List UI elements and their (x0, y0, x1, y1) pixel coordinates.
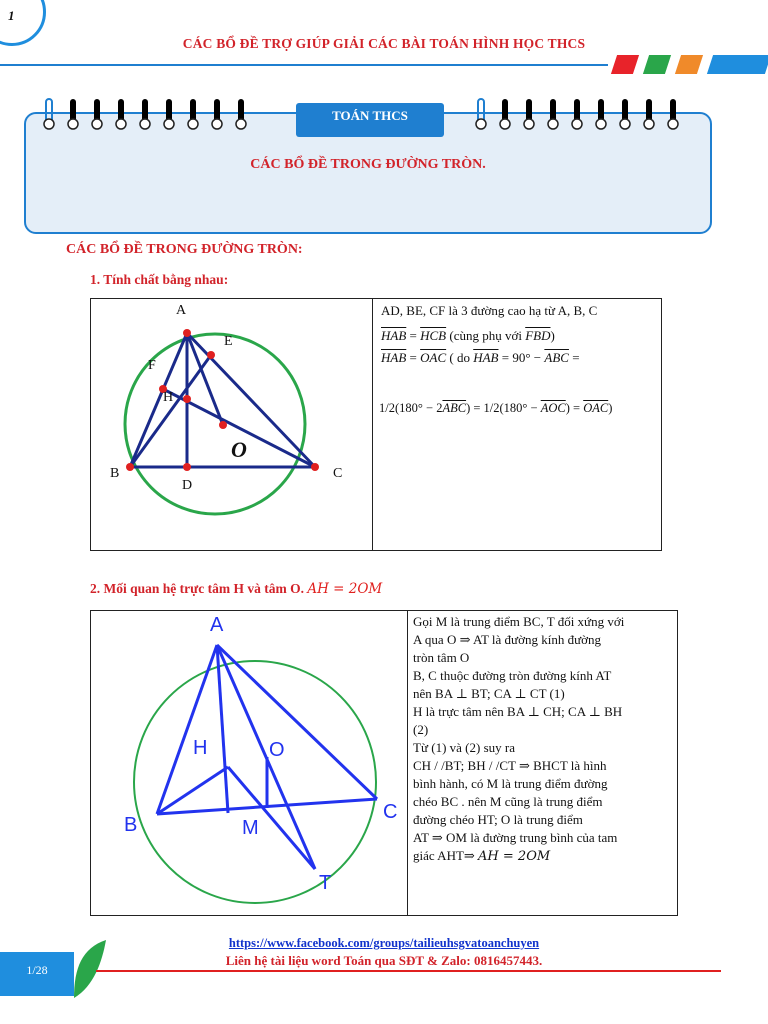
fraction-half: 1/2 (483, 401, 500, 415)
s2-line: AT ⇒ OM là đường trung bình của tam (413, 830, 618, 845)
label-C: C (333, 466, 343, 481)
triangle-points (126, 329, 319, 471)
stripe-orange (675, 55, 703, 74)
page-number: 1 (8, 8, 15, 23)
angle-FBD: $\overline{FBD}$ (525, 328, 551, 343)
section2-text-cell (407, 610, 678, 916)
label-B: B (110, 466, 120, 481)
angle-HAB: $\overline{HAB}$ (381, 350, 407, 365)
angle-OAC: $\overline{OAC}$ (420, 350, 447, 365)
angle-AOC: $\overline{AOC}$ (540, 401, 566, 415)
circumcircle (134, 661, 376, 903)
s2-line: Từ (1) và (2) suy ra (413, 740, 515, 755)
eq: = (406, 350, 421, 365)
label-F: F (148, 358, 156, 373)
label-H: H (163, 390, 174, 405)
footer-rule (96, 970, 721, 972)
page-badge-label: 1/28 (26, 963, 48, 977)
angle-HAB: $\overline{HAB}$ (473, 350, 499, 365)
angle-ABC: $\overline{ABC}$ (442, 401, 467, 415)
section2-title-text: 2. Mối quan hệ trực tâm H và tâm O. (90, 581, 308, 596)
label-B: B (124, 814, 138, 836)
s2-line: B, C thuộc đường tròn đường kính AT (413, 668, 612, 683)
label-C: C (383, 801, 398, 823)
section2-title-math: AH = 2OM (307, 581, 383, 597)
s2-line: chéo BC . nên M cũng là trung điểm (413, 794, 603, 809)
s2-line: A qua O ⇒ AT là đường kính đường (413, 632, 601, 647)
label-A: A (210, 614, 224, 636)
s1-line1: AD, BE, CF là 3 đường cao hạ từ A, B, C (381, 303, 598, 318)
s2-line: Gọi M là trung điểm BC, T đối xứng với (413, 614, 625, 629)
label-O: O (269, 739, 285, 761)
label-T: T (319, 872, 332, 894)
section2-title (90, 581, 382, 597)
text: giác AHT⇒ (413, 848, 479, 863)
main-heading: CÁC BỔ ĐỀ TRONG ĐƯỜNG TRÒN: (66, 242, 303, 257)
s2-line: H là trực tâm nên BA ⊥ CH; CA ⊥ BH (413, 704, 623, 719)
figure-lines (157, 645, 377, 869)
text: ) (608, 401, 613, 415)
angle-ABC: $\overline{ABC}$ (544, 350, 569, 365)
section1-title: 1. Tính chất bằng nhau: (90, 272, 229, 287)
stripe-blue (707, 55, 768, 74)
stripe-green (643, 55, 671, 74)
text: = 90° − (498, 350, 545, 365)
s2-line: (2) (413, 722, 429, 737)
header-title: CÁC BỔ ĐỀ TRỢ GIÚP GIẢI CÁC BÀI TOÁN HÌNH HỌC THCS (182, 36, 586, 51)
banner-tab-label: TOÁN THCS (332, 108, 408, 123)
contact-line: Liên hệ tài liệu word Toán qua SĐT & Zalo: 0816457443. (225, 953, 543, 968)
equation: AH = 2OM (478, 849, 551, 864)
angle-HAB: $\overline{HAB}$ (381, 328, 407, 343)
s2-line: đường chéo HT; O là trung điểm (413, 812, 583, 827)
facebook-group-link[interactable]: https://www.facebook.com/groups/tailieuhsgvatoanchuyen (228, 936, 540, 950)
eq: = (406, 328, 421, 343)
label-M: M (242, 817, 259, 839)
s1-line4 (379, 399, 612, 417)
s1-line3 (381, 349, 580, 367)
text: ) = (466, 401, 484, 415)
banner-title: CÁC BỔ ĐỀ TRONG ĐƯỜNG TRÒN. (250, 157, 486, 172)
s2-line: bình hành, có M là trung điểm đường (413, 776, 608, 791)
text: (cùng phụ với (446, 328, 526, 343)
stripe-red (611, 55, 639, 74)
section1-figure-cell (90, 298, 373, 551)
text: = (568, 350, 580, 365)
label-H: H (193, 737, 208, 759)
label-E: E (224, 334, 233, 349)
text: (180° − 2 (394, 401, 443, 415)
text: (180° − (499, 401, 541, 415)
label-O: O (231, 437, 247, 462)
figure-orthocenter-center (91, 611, 407, 915)
s2-line: tròn tâm O (413, 650, 470, 665)
angle-HCB: $\overline{HCB}$ (420, 328, 447, 343)
s2-line: nên BA ⊥ BT; CA ⊥ CT (1) (413, 686, 565, 701)
binder-rings-right (472, 94, 702, 130)
label-A: A (176, 303, 187, 318)
s1-line2 (381, 327, 555, 345)
text: ( do (446, 350, 474, 365)
figure-orthocenter (91, 299, 372, 550)
section1-text-cell (372, 298, 662, 551)
s2-line-last (413, 847, 675, 866)
binder-rings-left (40, 94, 270, 130)
label-D: D (182, 478, 193, 493)
angle-OAC: $\overline{OAC}$ (583, 401, 609, 415)
fraction-half: 1/2 (379, 401, 395, 415)
text: ) (550, 328, 555, 343)
text: ) = (565, 401, 584, 415)
s2-line: CH / /BT; BH / /CT ⇒ BHCT là hình (413, 758, 607, 773)
s2-lines (413, 613, 675, 866)
section2-figure-cell (90, 610, 408, 916)
header-rule (0, 64, 608, 66)
